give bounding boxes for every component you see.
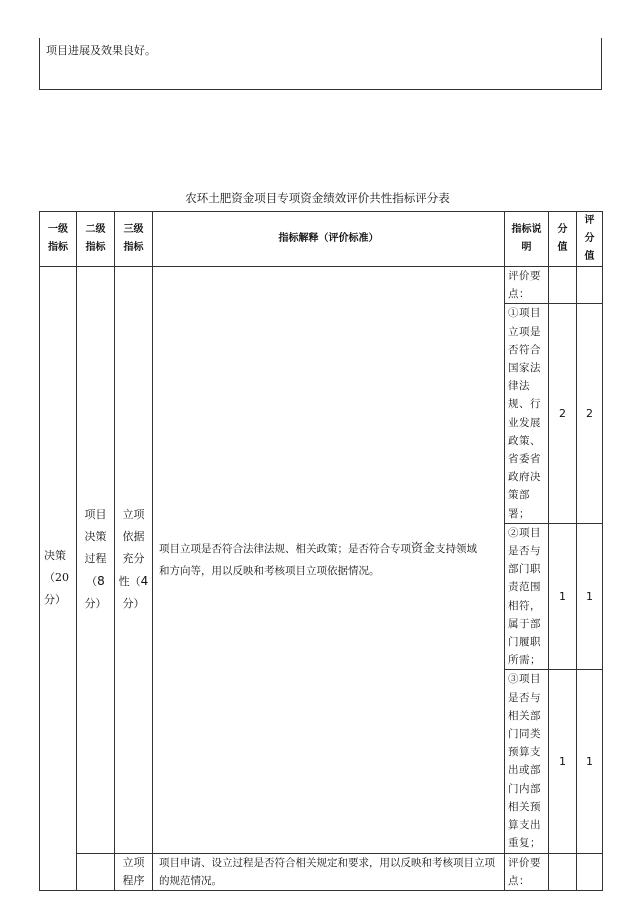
level3-line-num: 4 — [140, 574, 149, 589]
score-cell — [549, 853, 577, 890]
header-score-text: 分值 — [557, 224, 568, 253]
level2-line: 项目 — [84, 508, 107, 522]
previous-table-cell — [39, 38, 602, 90]
score-cell — [549, 267, 577, 304]
header-level1 — [40, 212, 77, 267]
score-cell: 1 — [549, 670, 577, 853]
level2-line: 过程 — [84, 552, 107, 566]
level3-line — [118, 570, 149, 593]
level3-line: 依据 — [122, 530, 145, 544]
level2-line — [80, 570, 111, 593]
explanation-highlight: 资金 — [411, 541, 436, 556]
rating-cell: 2 — [577, 304, 603, 523]
level2-line: 分） — [84, 597, 107, 611]
table-title: 农环土肥资金项目专项资金绩效评价共性指标评分表 — [185, 191, 450, 205]
note-cell: ③项目是否与相关部门同类预算支出或部门内部相关预算支出重复； — [505, 670, 549, 853]
table-row — [40, 267, 603, 304]
header-level3 — [115, 212, 153, 267]
explanation-cell-procedure: 项目申请、设立过程是否符合相关规定和要求，用以反映和考核项目立项的规范情况。 — [153, 853, 505, 890]
score-cell: 1 — [549, 523, 577, 670]
level2-cell — [77, 267, 115, 854]
level2-line-open: （ — [86, 575, 98, 589]
header-level1-text: 一级指标 — [48, 224, 68, 253]
level2-line: 决策 — [84, 530, 107, 544]
level3-line: 立项 — [122, 508, 145, 522]
level3-cell-basis — [115, 267, 153, 854]
note-cell: 评价要点： — [505, 267, 549, 304]
header-row — [40, 212, 603, 267]
scoring-table — [39, 211, 603, 891]
level3-line: 分） — [122, 597, 145, 611]
level3-line-open: 性（ — [118, 575, 141, 589]
rating-cell: 1 — [577, 523, 603, 670]
header-description-text: 指标说明 — [511, 224, 542, 253]
header-level3-text: 三级指标 — [123, 224, 144, 253]
note-cell: ②项目是否与部门职责范围相符，属于部门履职所需； — [505, 523, 549, 670]
header-description — [505, 212, 549, 267]
rating-cell — [577, 853, 603, 890]
header-score — [549, 212, 577, 267]
explanation-line: 和方向等，用以反映和考核项目立项依据情况。 — [159, 565, 380, 578]
top-note: 项目进展及效果良好。 — [46, 44, 156, 57]
level2-line-num: 8 — [97, 574, 105, 589]
rating-cell: 1 — [577, 670, 603, 853]
level2-cell-empty — [77, 853, 115, 890]
explanation-part: 支持领域 — [435, 543, 478, 556]
header-rating — [577, 212, 603, 267]
table-row — [40, 853, 603, 890]
header-level2 — [77, 212, 115, 267]
rating-cell — [577, 267, 603, 304]
header-rating-text: 评分值 — [584, 215, 595, 262]
level1-cell — [40, 267, 77, 891]
level1-line: 决策 — [44, 549, 66, 563]
note-cell: ①项目立项是否符合国家法律法规、行业发展政策、省委省政府决策部署； — [505, 304, 549, 523]
explanation-cell-basis — [153, 267, 505, 854]
level3-cell-procedure — [115, 853, 153, 890]
header-level2-text: 二级指标 — [85, 224, 106, 253]
level1-line: 分） — [44, 593, 66, 607]
level3-line: 程序 — [122, 873, 145, 887]
level3-line: 充分 — [122, 552, 145, 566]
level1-line: （20 — [44, 571, 69, 585]
score-cell: 2 — [549, 304, 577, 523]
explanation-part: 项目立项是否符合法律法规、相关政策；是否符合专项 — [159, 543, 411, 556]
note-cell: 评价要点： — [505, 853, 549, 890]
explanation-line — [159, 537, 498, 560]
header-explanation: 指标解释（评价标准） — [153, 212, 505, 267]
level3-line: 立项 — [122, 855, 145, 869]
